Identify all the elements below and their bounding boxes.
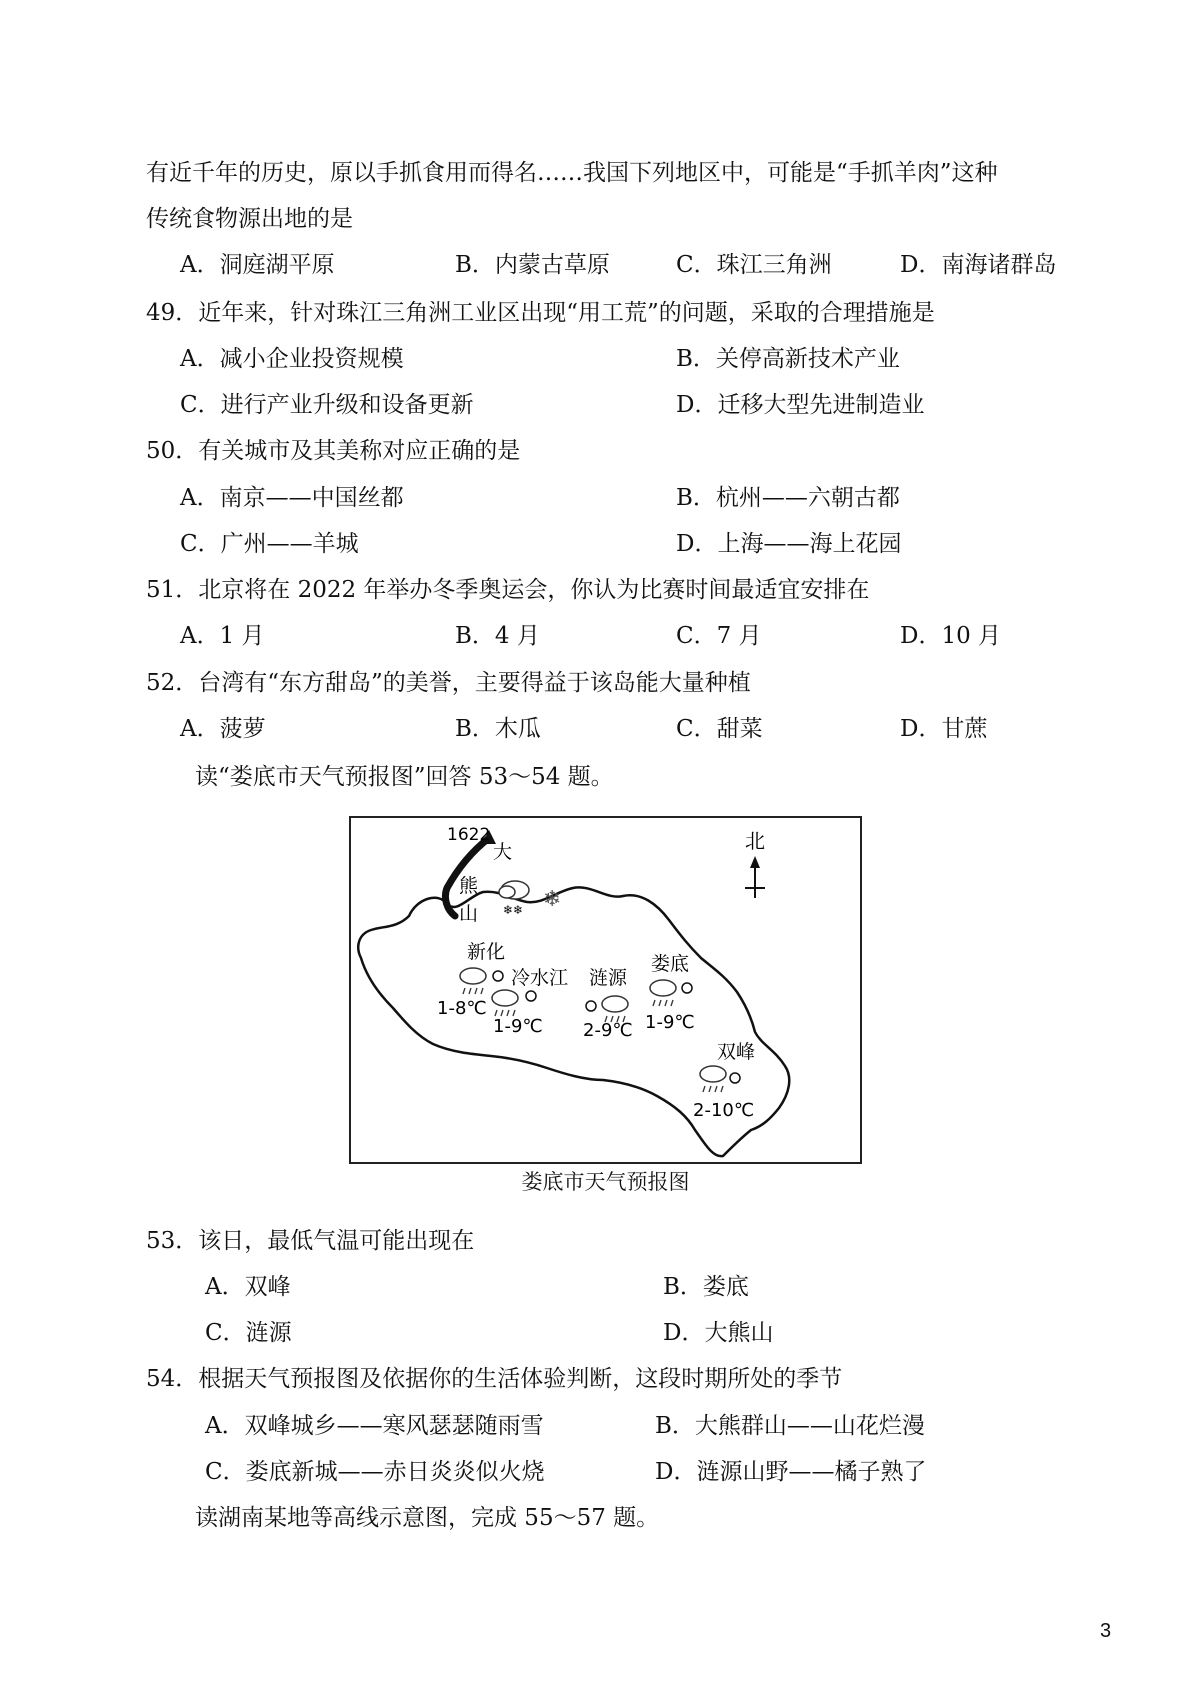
q50-option-d: D．上海——海上花园 <box>676 531 902 557</box>
q52-option-c: C．甜菜 <box>676 716 763 742</box>
q54-option-c: C．娄底新城——赤日炎炎似火烧 <box>205 1459 545 1485</box>
page-number: 3 <box>1100 1620 1112 1642</box>
q53-option-d: D．大熊山 <box>663 1320 774 1346</box>
q49-stem: 49．近年来，针对珠江三角洲工业区出现“用工荒”的问题，采取的合理措施是 <box>146 300 935 326</box>
intro-option-b: B．内蒙古草原 <box>455 252 610 278</box>
snowflake-icon <box>543 887 561 912</box>
weather-map <box>349 816 862 1164</box>
rain-cloud-icon <box>650 980 676 1006</box>
q52-option-a: A．菠萝 <box>180 716 266 742</box>
q52-option-b: B．木瓜 <box>455 716 541 742</box>
temp-lengshuijiang: 1-9℃ <box>493 1016 543 1037</box>
city-label-xinhua: 新化 <box>467 941 506 963</box>
rain-cloud-icon <box>602 996 628 1022</box>
q50-option-c: C．广州——羊城 <box>180 531 359 557</box>
city-label-shuangfeng: 双峰 <box>717 1041 756 1063</box>
q49-option-c: C．进行产业升级和设备更新 <box>180 392 474 418</box>
q54-stem: 54．根据天气预报图及依据你的生活体验判断，这段时期所处的季节 <box>146 1366 843 1392</box>
intro-option-c: C．珠江三角洲 <box>676 252 832 278</box>
rain-cloud-icon <box>492 990 518 1016</box>
rain-cloud-icon <box>460 968 486 994</box>
q50-stem: 50．有关城市及其美称对应正确的是 <box>146 438 521 464</box>
read-instruction-2: 读湖南某地等高线示意图，完成 55～57 题。 <box>195 1505 660 1531</box>
city-label-loudi: 娄底 <box>651 953 690 975</box>
peak-label: 1622 <box>447 825 491 845</box>
q53-option-a: A．双峰 <box>205 1274 291 1300</box>
q54-option-a: A．双峰城乡——寒风瑟瑟随雨雪 <box>205 1413 544 1439</box>
q50-option-a: A．南京——中国丝都 <box>180 485 404 511</box>
mountain-char-1: 大 <box>493 841 513 863</box>
rain-cloud-icon <box>700 1066 726 1092</box>
q54-option-d: D．涟源山野——橘子熟了 <box>655 1459 927 1485</box>
city-dot-xinhua <box>493 971 503 981</box>
q49-option-d: D．迁移大型先进制造业 <box>676 392 925 418</box>
city-dot-lengshuijiang <box>526 991 536 1001</box>
q51-stem: 51．北京将在 2022 年举办冬季奥运会，你认为比赛时间最适宜安排在 <box>146 577 870 603</box>
city-dot-loudi <box>682 983 692 993</box>
north-arrow-icon <box>745 856 765 898</box>
q52-option-d: D．甘蔗 <box>900 716 988 742</box>
q51-option-d: D．10 月 <box>900 623 1002 649</box>
snow-cloud-icon <box>499 881 529 917</box>
temp-loudi: 1-9℃ <box>645 1012 695 1033</box>
q54-option-b: B．大熊群山——山花烂漫 <box>655 1413 925 1439</box>
map-caption: 娄底市天气预报图 <box>521 1170 690 1194</box>
q49-option-b: B．关停高新技术产业 <box>676 346 900 372</box>
intro-option-a: A．洞庭湖平原 <box>180 252 335 278</box>
temp-xinhua: 1-8℃ <box>437 998 487 1019</box>
svg-text:❄: ❄ <box>543 887 562 912</box>
svg-text:❄❄: ❄❄ <box>503 903 524 917</box>
q49-option-a: A．减小企业投资规模 <box>180 346 404 372</box>
q53-stem: 53．该日，最低气温可能出现在 <box>146 1228 475 1254</box>
mountain-char-3: 山 <box>459 903 479 925</box>
intro-line-2: 传统食物源出地的是 <box>146 206 353 232</box>
q52-stem: 52．台湾有“东方甜岛”的美誉，主要得益于该岛能大量种植 <box>146 670 751 696</box>
temp-lianyuan: 2-9℃ <box>583 1020 633 1041</box>
north-label: 北 <box>745 829 765 853</box>
q53-option-c: C．涟源 <box>205 1320 292 1346</box>
q51-option-a: A．1 月 <box>180 623 265 649</box>
q51-option-c: C．7 月 <box>676 623 762 649</box>
q50-option-b: B．杭州——六朝古都 <box>676 485 900 511</box>
city-dot-lianyuan <box>586 1001 596 1011</box>
q51-option-b: B．4 月 <box>455 623 540 649</box>
city-label-lianyuan: 涟源 <box>589 967 628 989</box>
intro-line-1: 有近千年的历史，原以手抓食用而得名……我国下列地区中，可能是“手抓羊肉”这种 <box>146 160 998 186</box>
intro-option-d: D．南海诸群岛 <box>900 252 1057 278</box>
read-instruction-1: 读“娄底市天气预报图”回答 53～54 题。 <box>195 764 614 790</box>
mountain-char-2: 熊 <box>459 875 479 897</box>
temp-shuangfeng: 2-10℃ <box>693 1100 755 1121</box>
q53-option-b: B．娄底 <box>663 1274 749 1300</box>
city-dot-shuangfeng <box>730 1073 740 1083</box>
city-label-lengshuijiang: 冷水江 <box>511 967 569 989</box>
